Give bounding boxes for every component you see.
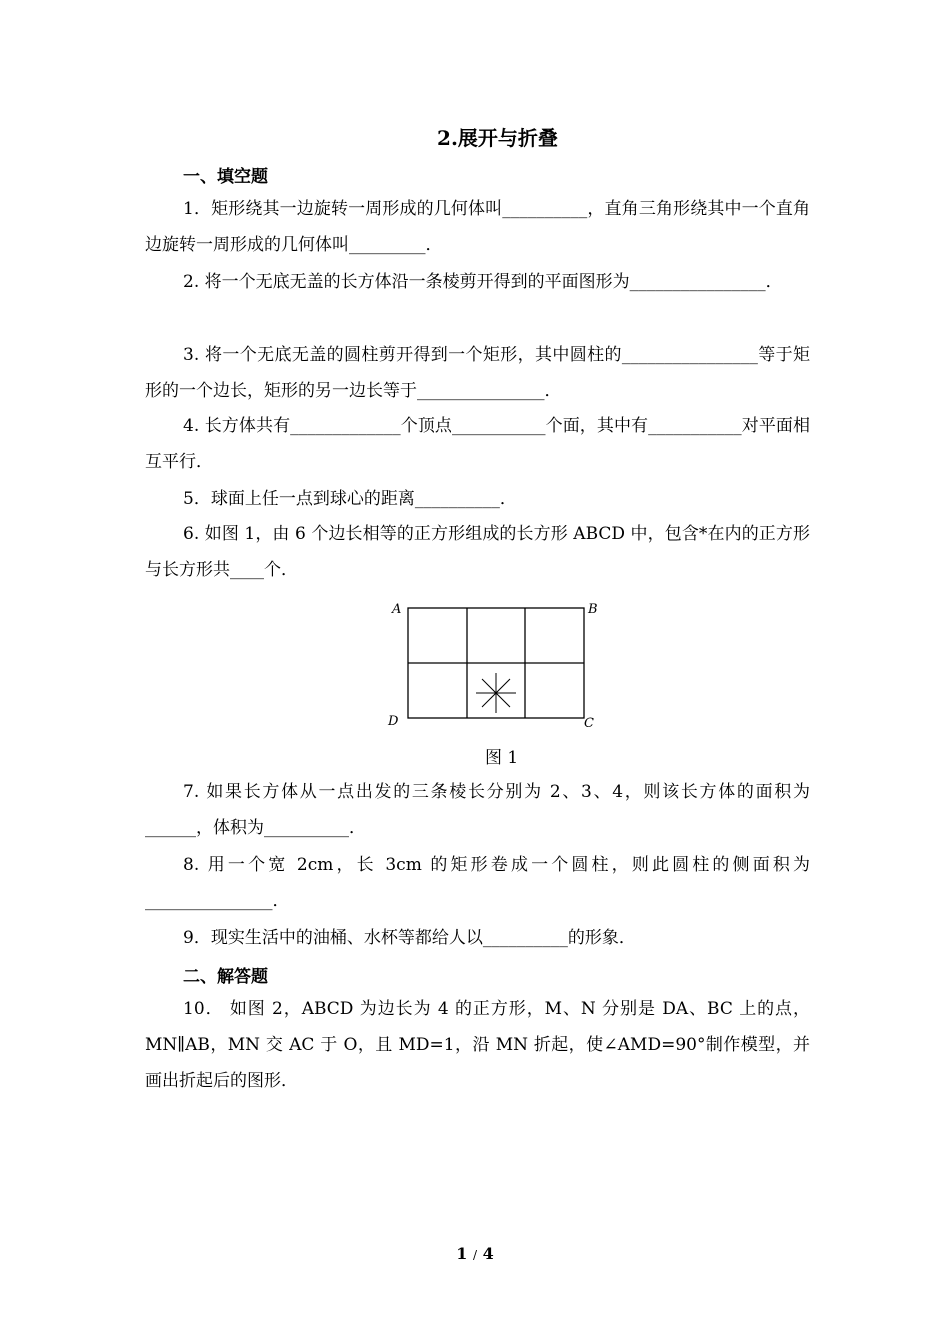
figure-1-grid [384, 597, 604, 737]
section-heading-answer: 二、解答题 [183, 967, 268, 987]
question-1: 1．矩形绕其一边旋转一周形成的几何体叫__________，直角三角形绕其中一个直角边旋转一周形成的几何体叫_________． [145, 199, 810, 255]
page-title: 2.展开与折叠 [437, 126, 558, 150]
question-9: 9．现实生活中的油桶、水杯等都给人以__________的形象． [183, 928, 636, 948]
question-2: 2. 将一个无底无盖的长方体沿一条棱剪开得到的平面图形为________________． [183, 272, 783, 292]
question-10: 10． 如图 2，ABCD 为边长为 4 的正方形，M、N 分别是 DA、BC 上的点，MN∥AB，MN 交 AC 于 O，且 MD=1，沿 MN 折起，使∠AMD=90°制作模型，并画出折起后的图形． [145, 999, 810, 1091]
question-5: 5．球面上任一点到球心的距离__________． [183, 489, 517, 509]
figure-caption: 图 1 [485, 748, 519, 768]
question-4: 4. 长方体共有_____________个顶点___________个面，其中有___________对平面相互平行． [145, 416, 810, 472]
asterisk-icon [476, 673, 516, 713]
section-heading-fill: 一、填空题 [183, 167, 268, 187]
page-total: 4 [482, 1244, 494, 1263]
page-separator: / [472, 1248, 478, 1262]
question-6: 6. 如图 1，由 6 个边长相等的正方形组成的长方形 ABCD 中，包含*在内的正方形与长方形共____个． [145, 524, 810, 580]
question-3: 3. 将一个无底无盖的圆柱剪开得到一个矩形，其中圆柱的________________等于矩形的一个边长，矩形的另一边长等于_______________． [145, 345, 810, 401]
label-a: A [392, 602, 402, 617]
question-7: 7. 如果长方体从一点出发的三条棱长分别为 2、3、4，则该长方体的面积为______，体积为__________． [145, 782, 810, 838]
page-current: 1 [456, 1244, 468, 1263]
label-c: C [584, 716, 594, 731]
label-d: D [388, 714, 399, 729]
question-8: 8. 用一个宽 2cm，长 3cm 的矩形卷成一个圆柱，则此圆柱的侧面积为_______________． [145, 855, 810, 911]
label-b: B [588, 602, 598, 617]
page-number [0, 1244, 950, 1263]
